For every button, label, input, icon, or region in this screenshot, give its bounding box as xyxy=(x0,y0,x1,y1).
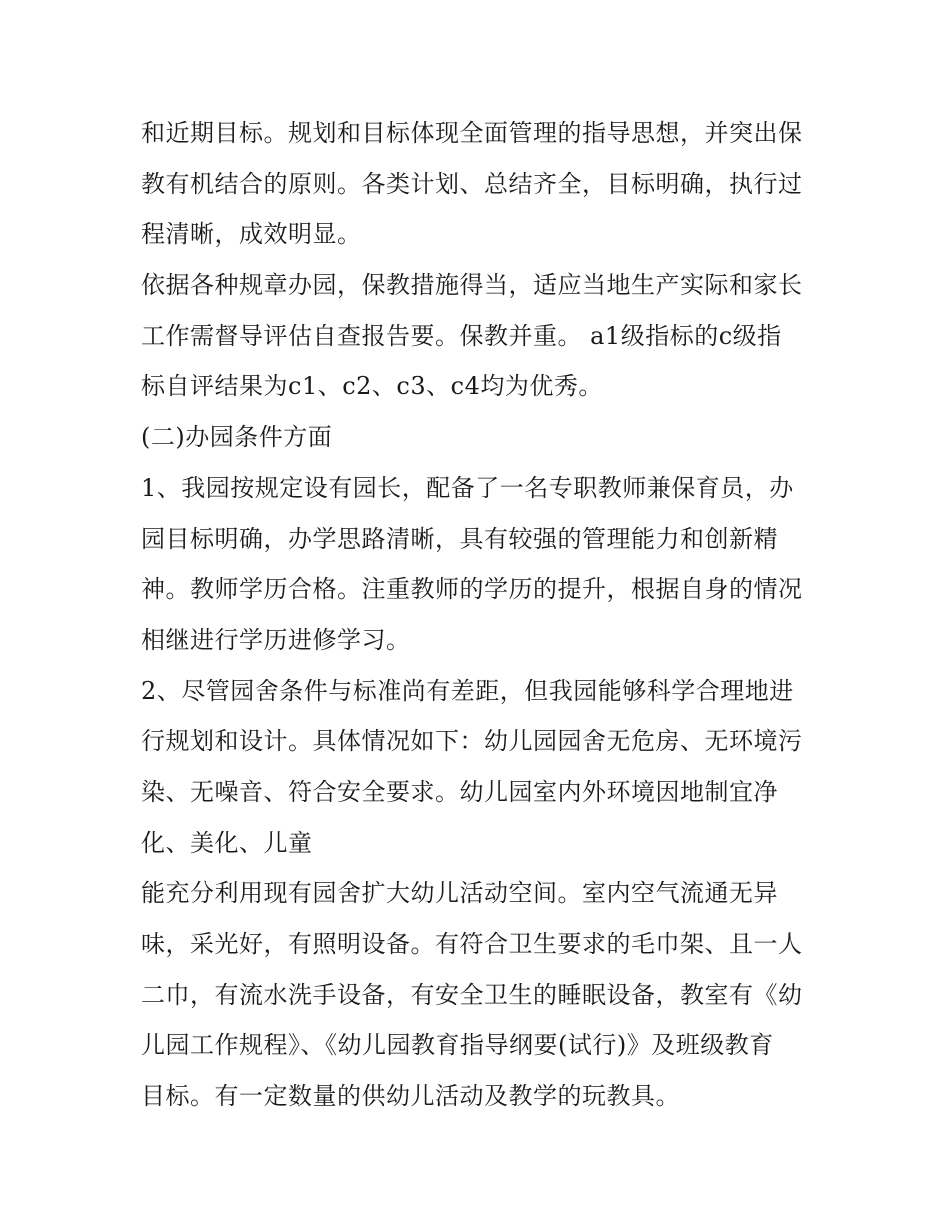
text-line: 味，采光好，有照明设备。有符合卫生要求的毛巾架、且一人 xyxy=(141,930,803,958)
text-line: 能充分利用现有园舍扩大幼儿活动空间。室内空气流通无异 xyxy=(141,879,778,908)
text-line: 园目标明确，办学思路清晰，具有较强的管理能力和创新精 xyxy=(141,524,778,553)
text-line: 教有机结合的原则。各类计划、总结齐全，目标明确，执行过 xyxy=(141,169,803,198)
text-line: 化、美化、儿童 xyxy=(141,828,313,857)
text-line: 相继进行学历进修学习。 xyxy=(141,625,411,654)
text-line: 二巾，有流水洗手设备，有安全卫生的睡眠设备，教室有《幼 xyxy=(141,980,803,1009)
text-line: 和近期目标。规划和目标体现全面管理的指导思想，并突出保 xyxy=(141,119,803,147)
text-line: 儿园工作规程》、《幼儿园教育指导纲要(试行)》及班级教育 xyxy=(141,1031,774,1060)
text-line: 神。教师学历合格。注重教师的学历的提升，根据自身的情况 xyxy=(141,575,803,604)
text-line: 工作需督导评估自查报告要。保教并重。 a1级指标的c级指 xyxy=(141,321,782,350)
text-line: 1、我园按规定设有园长，配备了一名专职教师兼保育员，办 xyxy=(141,473,794,502)
document-body xyxy=(141,108,821,1122)
text-line: 行规划和设计。具体情况如下：幼儿园园舍无危房、无环境污 xyxy=(141,727,803,756)
text-line: 依据各种规章办园，保教措施得当，适应当地生产实际和家长 xyxy=(141,271,803,300)
text-line: 染、无噪音、符合安全要求。幼儿园室内外环境因地制宜净 xyxy=(141,777,778,806)
text-line: 程清晰，成效明显。 xyxy=(141,220,362,249)
text-line: 目标。有一定数量的供幼儿活动及教学的玩教具。 xyxy=(141,1082,680,1111)
section-heading: (二)办园条件方面 xyxy=(141,423,333,452)
text-line: 2、尽管园舍条件与标准尚有差距，但我园能够科学合理地进 xyxy=(141,676,794,705)
text-line: 标自评结果为c1、c2、c3、c4均为优秀。 xyxy=(141,372,603,401)
